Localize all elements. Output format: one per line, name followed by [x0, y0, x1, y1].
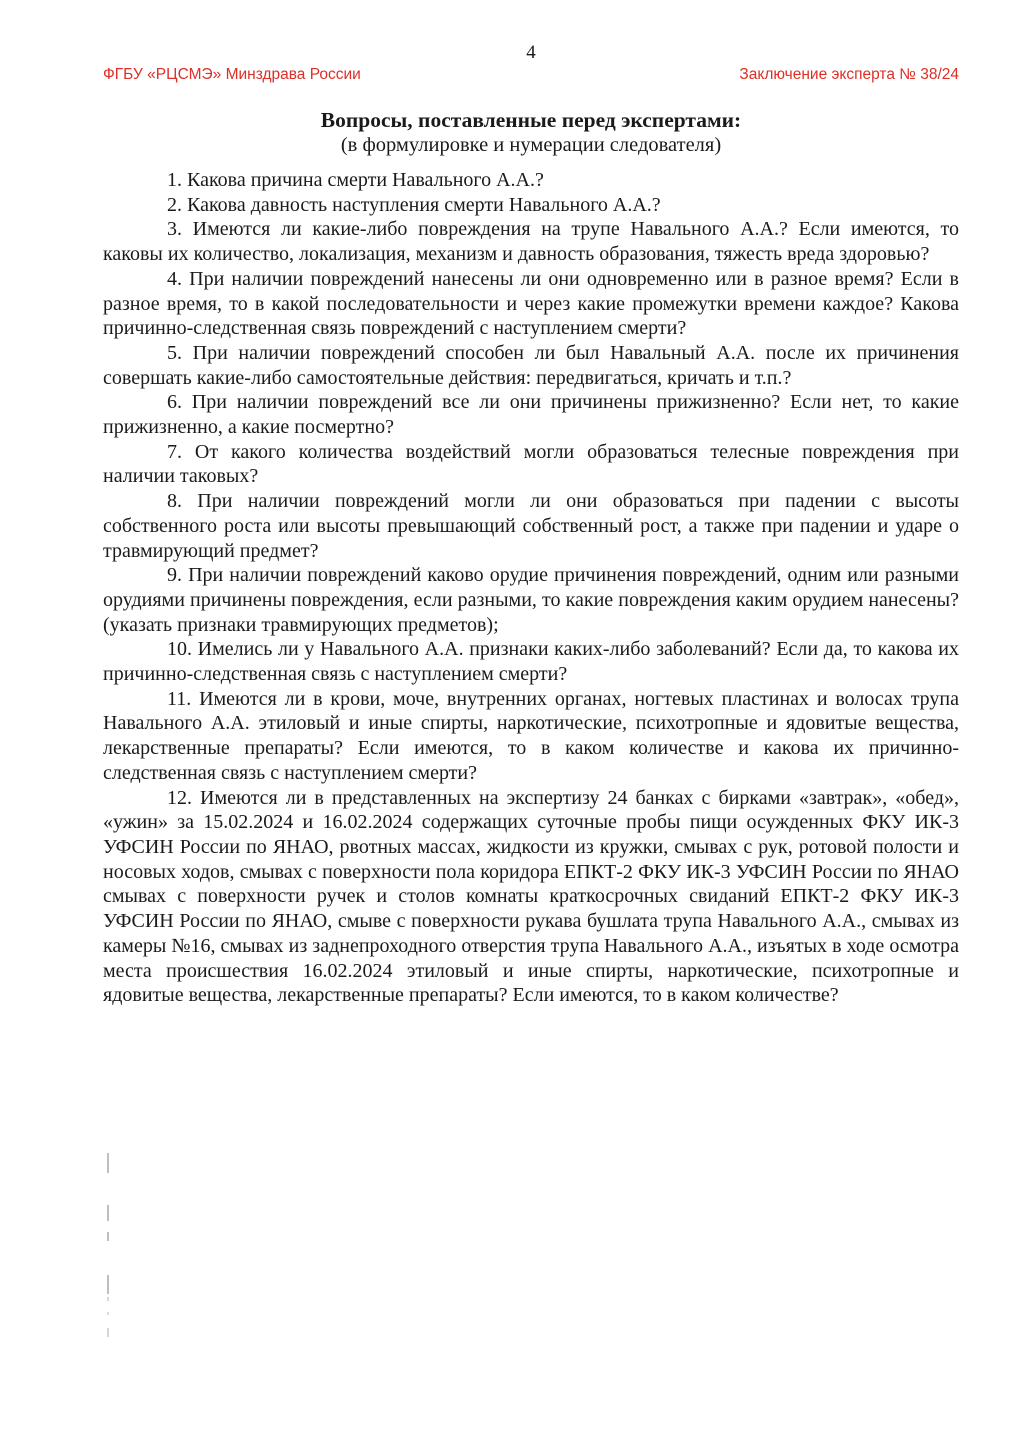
section-title: Вопросы, поставленные перед экспертами:	[320, 108, 742, 132]
question-item-1: 1. Какова причина смерти Навального А.А.?	[167, 169, 544, 191]
scan-artifact	[107, 1328, 109, 1337]
question-item-3: 3. Имеются ли какие-либо повреждения на трупе Навального А.А.? Если имеются, то каковы их количество, локализация, механизм и давность образования, тяжесть вреда здоровью?	[103, 218, 959, 266]
question-item-9: 9. При наличии повреждений каково орудие причинения повреждений, одним или разными орудиями причинены повреждения, если разными, то какие повреждения каким орудием нанесены? (указать признаки травмирующих предметов);	[103, 564, 959, 636]
scan-artifact	[107, 1205, 109, 1221]
question-item-6: 6. При наличии повреждений все ли они причинены прижизненно? Если нет, то какие прижизненно, а какие посмертно?	[103, 391, 959, 439]
question-item-2: 2. Какова давность наступления смерти Навального А.А.?	[167, 193, 661, 216]
question-item-8: 8. При наличии повреждений могли ли они образоваться при падении с высоты собственного роста или высоты превышающий собственный рост, а также при падении и ударе о травмирующий предмет?	[103, 490, 959, 562]
questions-list	[103, 168, 959, 1008]
scan-artifact	[107, 1153, 109, 1173]
question-item-12: 12. Имеются ли в представленных на экспертизу 24 банках с бирками «завтрак», «обед», «ужин» за 15.02.2024 и 16.02.2024 содержащих суточные пробы пищи осужденных ФКУ ИК-3 УФСИН России по ЯНАО, рвотных массах, жидкости из кружки, смывах с рук, ротовой полости и носовых ходов, смывах с поверхности пола коридора ЕПКТ-2 ФКУ ИК-3 УФСИН России по ЯНАО смывах с поверхности ручек и столов комнаты краткосрочных свиданий ЕПКТ-2 ФКУ ИК-3 УФСИН России по ЯНАО, смыве с поверхности рукава бушлата трупа Навального А.А., смывах из камеры №16, смывах из заднепроходного отверстия трупа Навального А.А., изъятых в ходе осмотра места происшествия 16.02.2024 этиловый и иные спирты, наркотические, психотропные и ядовитые вещества, лекарственные препараты? Если имеются, то в каком количестве?	[103, 786, 959, 1007]
section-subtitle: (в формулировке и нумерации следователя)	[340, 134, 722, 156]
header-institution: ФГБУ «РЦСМЭ» Минздрава России	[103, 66, 361, 83]
scan-artifact	[107, 1275, 109, 1294]
running-header	[103, 65, 959, 84]
scan-artifact	[107, 1232, 109, 1241]
question-item-5: 5. При наличии повреждений способен ли был Навальный А.А. после их причинения совершать какие-либо самостоятельные действия: передвигаться, кричать и т.п.?	[103, 341, 959, 389]
header-case-number: Заключение эксперта № 38/24	[739, 66, 959, 83]
question-item-7: 7. От какого количества воздействий могли образоваться телесные повреждения при наличии таковых?	[103, 440, 959, 488]
page-content	[103, 42, 959, 1008]
question-item-11: 11. Имеются ли в крови, моче, внутренних органах, ногтевых пластинах и волосах трупа Навального А.А. этиловый и иные спирты, наркотические, психотропные и ядовитые вещества, лекарственные препараты? Если имеются, то в каком количестве и какова их причинно-следственная связь с наступлением смерти?	[103, 687, 959, 784]
question-item-4: 4. При наличии повреждений нанесены ли они одновременно или в разное время? Если в разное время, то в какой последовательности и через какие промежутки времени каждое? Какова причинно-следственная связь повреждений с наступлением смерти?	[103, 267, 959, 340]
scan-artifact	[107, 1312, 109, 1315]
question-item-10: 10. Имелись ли у Навального А.А. признаки каких-либо заболеваний? Если да, то какова их причинно-следственная связь с наступлением смерти?	[103, 638, 959, 686]
scan-artifact	[107, 1297, 109, 1301]
page-number: 4	[526, 42, 536, 63]
